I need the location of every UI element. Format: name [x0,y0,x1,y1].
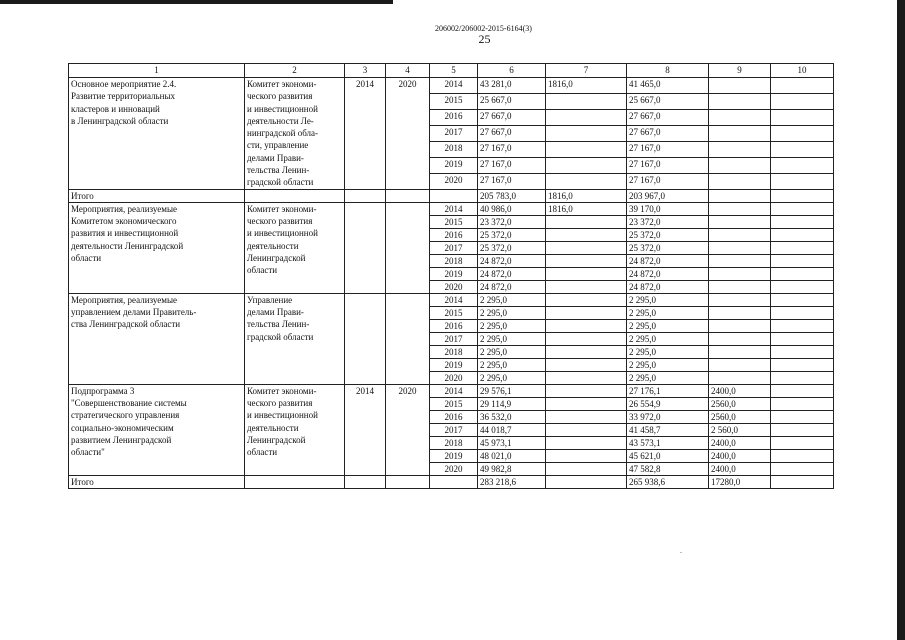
executor-cell: Комитет экономи- ческого развития и инвестиционной деятельности Ленинградской области [245,384,345,475]
empty-cell [771,254,834,267]
regional-cell: 27 176,1 [627,384,709,397]
federal-cell [546,410,627,423]
total-cell: 40 986,0 [478,202,546,215]
year-cell: 2015 [430,93,478,109]
total-cell: 36 532,0 [478,410,546,423]
total-c7-cell [546,475,627,488]
column-header-row [69,64,834,78]
empty-cell [771,93,834,109]
end-year-cell: 2020 [386,78,430,190]
total-cell: 2 295,0 [478,332,546,345]
year-cell: 2015 [430,397,478,410]
other-cell [709,228,771,241]
year-cell: 2014 [430,293,478,306]
end-year-cell: 2020 [386,384,430,475]
regional-cell: 2 295,0 [627,306,709,319]
column-header-4: 4 [386,64,430,78]
empty-cell [771,397,834,410]
empty-cell [771,280,834,293]
empty-cell [771,125,834,141]
other-cell: 2560,0 [709,397,771,410]
other-cell [709,78,771,94]
regional-cell: 41 458,7 [627,423,709,436]
scan-edge [897,0,905,640]
total-cell: 27 667,0 [478,109,546,125]
year-cell: 2016 [430,319,478,332]
year-cell: 2016 [430,109,478,125]
other-cell [709,157,771,173]
total-c9-cell [709,189,771,202]
total-c6-cell: 205 783,0 [478,189,546,202]
other-cell [709,254,771,267]
empty-cell [771,241,834,254]
end-year-cell [386,293,430,384]
empty-cell [771,173,834,189]
year-cell: 2017 [430,241,478,254]
other-cell [709,173,771,189]
empty-cell [771,449,834,462]
start-year-cell: 2014 [345,78,386,190]
other-cell [709,202,771,215]
federal-cell: 1816,0 [546,202,627,215]
year-cell: 2018 [430,345,478,358]
federal-cell [546,436,627,449]
federal-cell [546,345,627,358]
empty-cell [771,109,834,125]
total-cell: 25 667,0 [478,93,546,109]
federal-cell [546,358,627,371]
total-cell: 27 167,0 [478,141,546,157]
year-cell: 2018 [430,436,478,449]
regional-cell: 24 872,0 [627,254,709,267]
federal-cell [546,109,627,125]
regional-cell: 2 295,0 [627,293,709,306]
empty-cell [430,189,478,202]
executor-cell: Комитет экономи- ческого развития и инвестиционной деятельности Ле- нинградской обла- сти, управление делами Прави- тельства Ленин- градской области [245,78,345,190]
year-cell: 2014 [430,78,478,94]
regional-cell: 23 372,0 [627,215,709,228]
total-cell: 24 872,0 [478,280,546,293]
empty-cell [771,358,834,371]
regional-cell: 27 667,0 [627,109,709,125]
table-row [69,384,834,397]
year-cell: 2018 [430,141,478,157]
other-cell [709,345,771,358]
other-cell [709,93,771,109]
year-cell: 2015 [430,306,478,319]
empty-cell [771,78,834,94]
year-cell: 2020 [430,173,478,189]
total-cell: 29 576,1 [478,384,546,397]
table-row [69,78,834,94]
total-cell: 27 167,0 [478,157,546,173]
year-cell: 2019 [430,449,478,462]
empty-cell [771,436,834,449]
federal-cell [546,332,627,345]
regional-cell: 2 295,0 [627,319,709,332]
empty-cell [771,410,834,423]
program-name-cell: Подпрограмма 3 "Совершенствование системы стратегического управления социально-экономическим развитием Ленинградской области" [69,384,245,475]
other-cell: 2 560,0 [709,423,771,436]
total-row [69,189,834,202]
federal-cell [546,228,627,241]
other-cell: 2400,0 [709,462,771,475]
federal-cell [546,125,627,141]
empty-cell [771,202,834,215]
other-cell [709,319,771,332]
total-cell: 23 372,0 [478,215,546,228]
program-name-cell: Мероприятия, реализуемые управлением делами Правитель- ства Ленинградской области [69,293,245,384]
federal-cell [546,93,627,109]
empty-cell [345,189,386,202]
empty-cell [771,157,834,173]
other-cell [709,371,771,384]
federal-cell [546,319,627,332]
column-header-6: 6 [478,64,546,78]
empty-cell [771,141,834,157]
program-name-cell: Основное мероприятие 2.4. Развитие территориальных кластеров и инноваций в Ленинградской области [69,78,245,190]
empty-cell [771,371,834,384]
year-cell: 2017 [430,125,478,141]
federal-cell [546,306,627,319]
empty-cell [771,462,834,475]
empty-cell [771,215,834,228]
federal-cell [546,254,627,267]
regional-cell: 25 372,0 [627,241,709,254]
total-cell: 2 295,0 [478,371,546,384]
other-cell [709,125,771,141]
federal-cell [546,423,627,436]
table-row [69,293,834,306]
total-cell: 27 667,0 [478,125,546,141]
federal-cell [546,173,627,189]
column-header-3: 3 [345,64,386,78]
total-cell: 2 295,0 [478,293,546,306]
year-cell: 2018 [430,254,478,267]
year-cell: 2014 [430,384,478,397]
regional-cell: 25 372,0 [627,228,709,241]
regional-cell: 27 167,0 [627,173,709,189]
year-cell: 2014 [430,202,478,215]
page-number: 25 [478,32,491,46]
regional-cell: 41 465,0 [627,78,709,94]
other-cell [709,215,771,228]
year-cell: 2015 [430,215,478,228]
other-cell [709,280,771,293]
empty-cell [771,345,834,358]
regional-cell: 27 167,0 [627,157,709,173]
federal-cell [546,462,627,475]
empty-cell [430,475,478,488]
federal-cell [546,157,627,173]
empty-cell [771,319,834,332]
federal-cell [546,267,627,280]
column-header-8: 8 [627,64,709,78]
column-header-2: 2 [245,64,345,78]
year-cell: 2019 [430,157,478,173]
regional-cell: 27 667,0 [627,125,709,141]
budget-table [68,63,834,489]
empty-cell [771,189,834,202]
regional-cell: 2 295,0 [627,358,709,371]
other-cell: 2400,0 [709,436,771,449]
year-cell: 2016 [430,228,478,241]
total-cell: 44 018,7 [478,423,546,436]
year-cell: 2019 [430,267,478,280]
total-cell: 27 167,0 [478,173,546,189]
total-label: Итого [69,189,245,202]
other-cell [709,141,771,157]
total-cell: 2 295,0 [478,306,546,319]
top-border-line [0,0,393,4]
total-cell: 2 295,0 [478,358,546,371]
federal-cell [546,449,627,462]
empty-cell [771,423,834,436]
federal-cell: 1816,0 [546,78,627,94]
regional-cell: 39 170,0 [627,202,709,215]
regional-cell: 25 667,0 [627,93,709,109]
total-c7-cell: 1816,0 [546,189,627,202]
column-header-9: 9 [709,64,771,78]
federal-cell [546,215,627,228]
start-year-cell: 2014 [345,384,386,475]
total-c8-cell: 265 938,6 [627,475,709,488]
regional-cell: 33 972,0 [627,410,709,423]
empty-cell [345,475,386,488]
total-c8-cell: 203 967,0 [627,189,709,202]
scan-speck [680,552,682,553]
empty-cell [386,189,430,202]
total-label: Итого [69,475,245,488]
regional-cell: 2 295,0 [627,371,709,384]
executor-cell: Управление делами Прави- тельства Ленин- градской области [245,293,345,384]
total-c9-cell: 17280,0 [709,475,771,488]
other-cell [709,267,771,280]
column-header-5: 5 [430,64,478,78]
empty-cell [245,475,345,488]
regional-cell: 47 582,8 [627,462,709,475]
regional-cell: 43 573,1 [627,436,709,449]
total-cell: 25 372,0 [478,228,546,241]
column-header-7: 7 [546,64,627,78]
total-cell: 24 872,0 [478,254,546,267]
total-cell: 49 982,8 [478,462,546,475]
empty-cell [771,306,834,319]
year-cell: 2020 [430,371,478,384]
regional-cell: 2 295,0 [627,332,709,345]
regional-cell: 24 872,0 [627,280,709,293]
total-cell: 24 872,0 [478,267,546,280]
empty-cell [771,475,834,488]
empty-cell [245,189,345,202]
start-year-cell [345,202,386,293]
other-cell [709,293,771,306]
total-cell: 2 295,0 [478,319,546,332]
year-cell: 2016 [430,410,478,423]
end-year-cell [386,202,430,293]
empty-cell [771,267,834,280]
federal-cell [546,293,627,306]
total-cell: 43 281,0 [478,78,546,94]
table-row [69,202,834,215]
other-cell [709,358,771,371]
empty-cell [386,475,430,488]
regional-cell: 24 872,0 [627,267,709,280]
empty-cell [771,332,834,345]
total-cell: 25 372,0 [478,241,546,254]
program-name-cell: Мероприятия, реализуемые Комитетом экономического развития и инвестиционной деятельности Ленинградской области [69,202,245,293]
regional-cell: 2 295,0 [627,345,709,358]
regional-cell: 45 621,0 [627,449,709,462]
column-header-1: 1 [69,64,245,78]
other-cell: 2560,0 [709,410,771,423]
other-cell [709,306,771,319]
total-row [69,475,834,488]
start-year-cell [345,293,386,384]
federal-cell [546,280,627,293]
other-cell [709,241,771,254]
other-cell: 2400,0 [709,384,771,397]
total-cell: 45 973,1 [478,436,546,449]
federal-cell [546,384,627,397]
total-cell: 2 295,0 [478,345,546,358]
executor-cell: Комитет экономи- ческого развития и инвестиционной деятельности Ленинградской области [245,202,345,293]
empty-cell [771,384,834,397]
federal-cell [546,397,627,410]
year-cell: 2020 [430,280,478,293]
empty-cell [771,293,834,306]
other-cell [709,332,771,345]
total-cell: 29 114,9 [478,397,546,410]
regional-cell: 26 554,9 [627,397,709,410]
year-cell: 2019 [430,358,478,371]
federal-cell [546,371,627,384]
year-cell: 2017 [430,423,478,436]
federal-cell [546,241,627,254]
document-code: 206002/206002-2015-6164(3) [435,24,532,33]
federal-cell [546,141,627,157]
regional-cell: 27 167,0 [627,141,709,157]
other-cell: 2400,0 [709,449,771,462]
year-cell: 2020 [430,462,478,475]
empty-cell [771,228,834,241]
total-cell: 48 021,0 [478,449,546,462]
other-cell [709,109,771,125]
total-c6-cell: 283 218,6 [478,475,546,488]
column-header-10: 10 [771,64,834,78]
year-cell: 2017 [430,332,478,345]
